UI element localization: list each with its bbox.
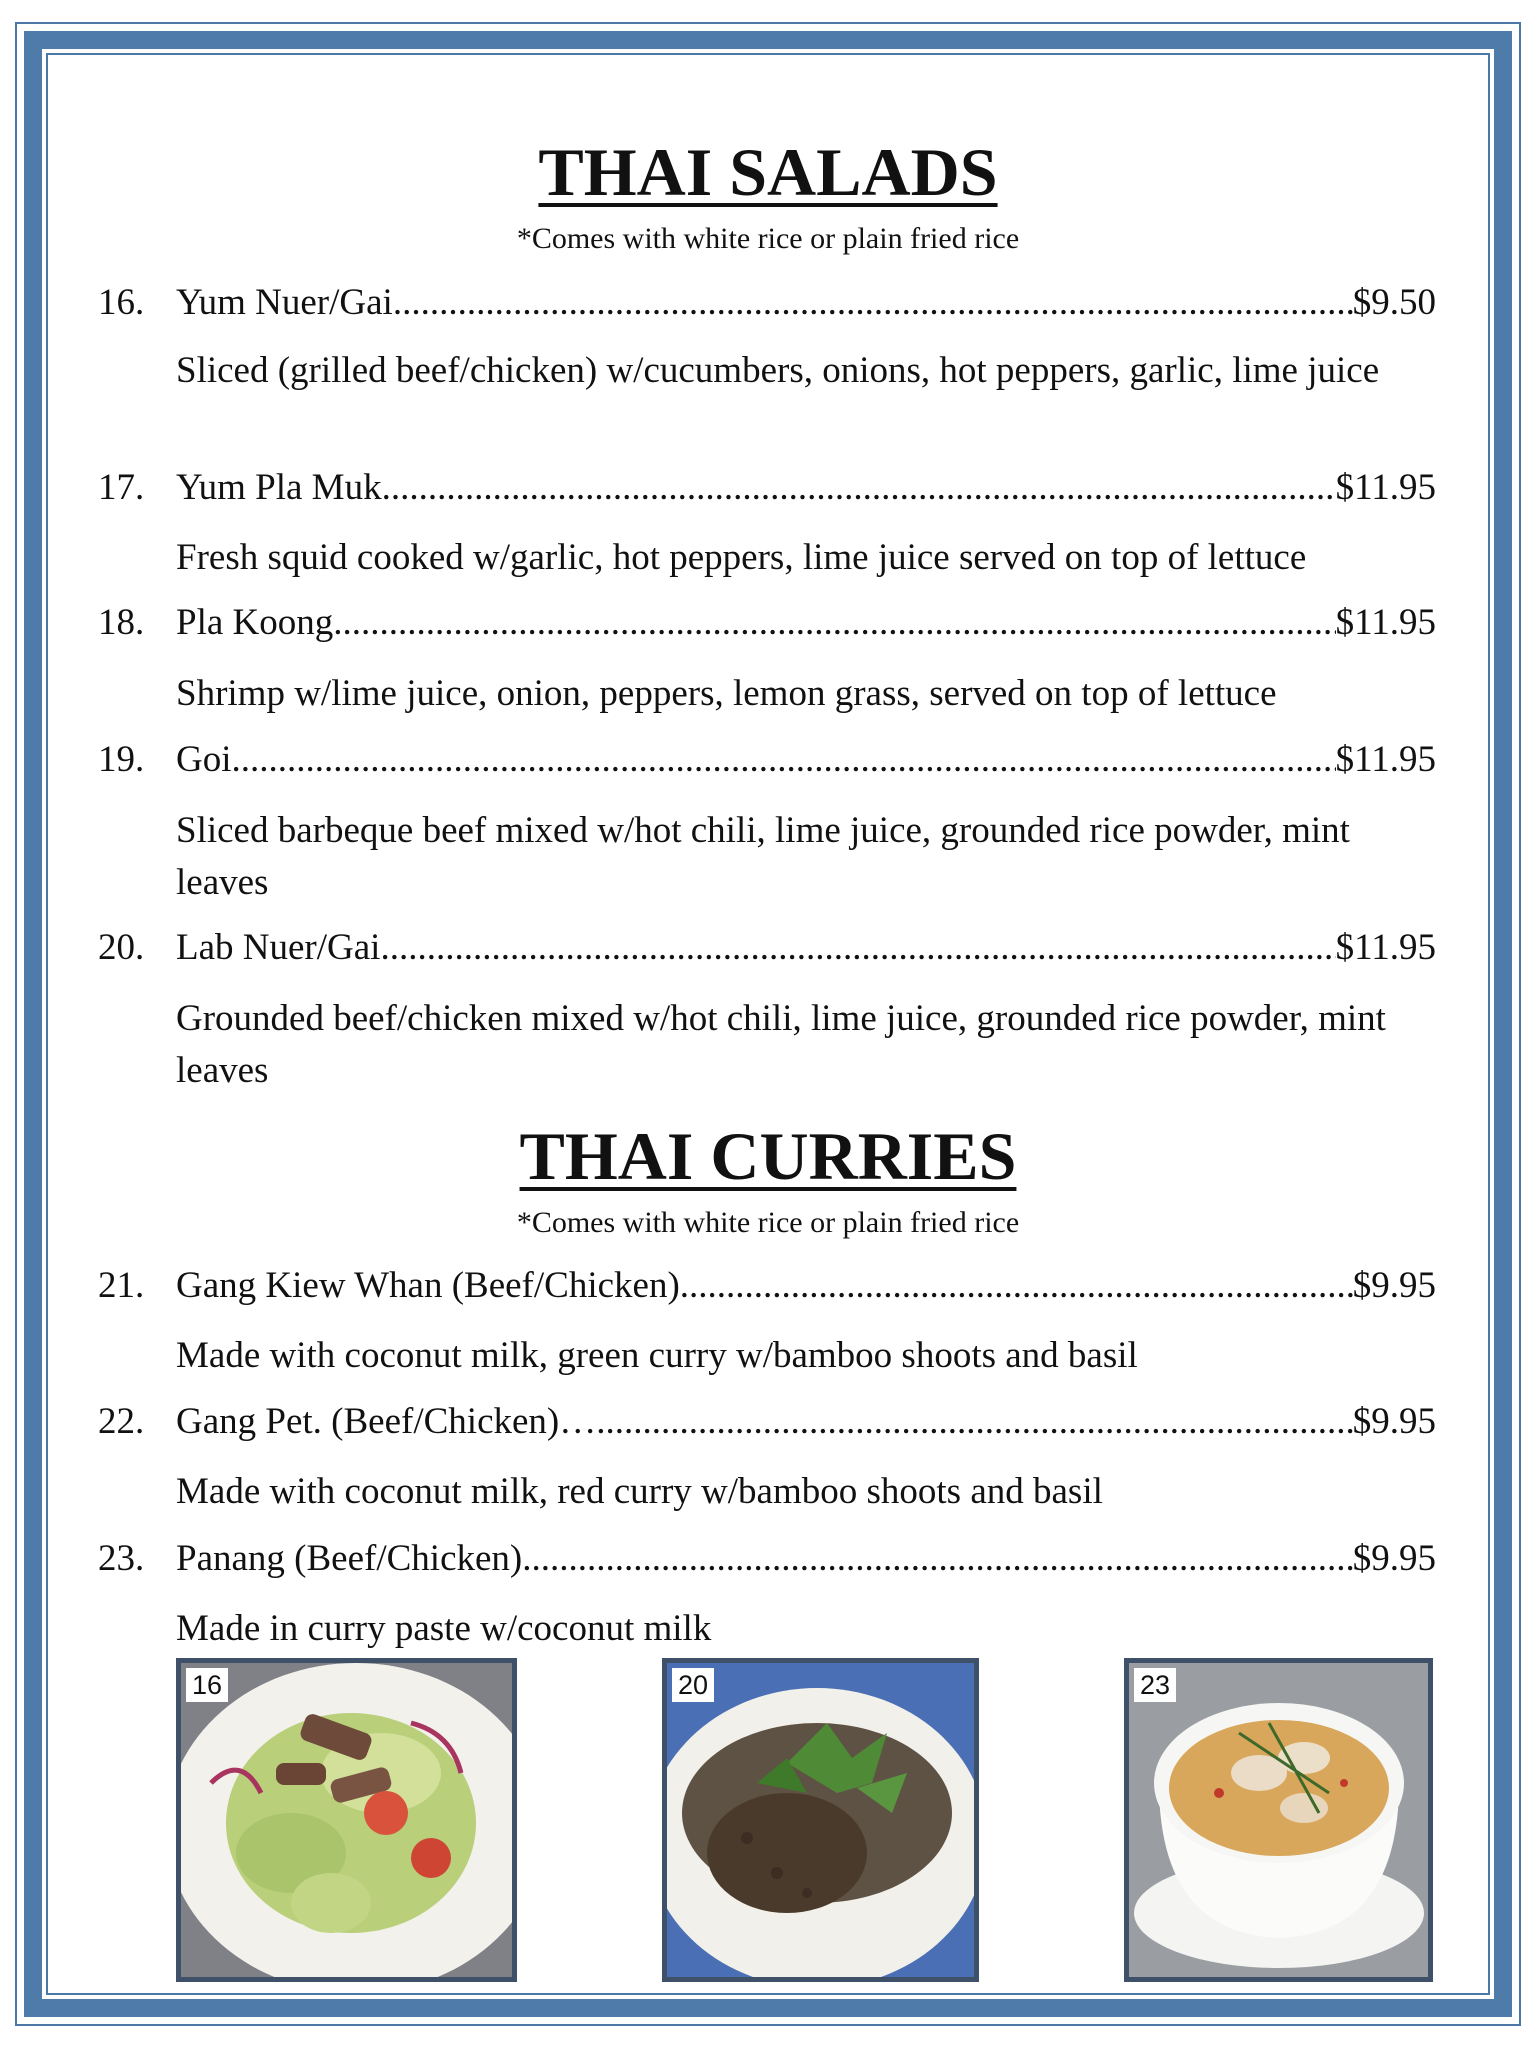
menu-item-21 [98, 1264, 1436, 1308]
item-price: $9.95 [1352, 1265, 1436, 1306]
item-name: Yum Pla Muk [176, 467, 382, 508]
item-number: 22. [98, 1401, 145, 1442]
item-number: 20. [98, 927, 145, 968]
item-number: 23. [98, 1538, 145, 1579]
dot-leader [522, 1537, 1353, 1581]
item-price: $11.95 [1335, 602, 1436, 643]
item-price: $11.95 [1335, 927, 1436, 968]
salads-title: THAI SALADS [538, 134, 998, 210]
dot-leader [333, 601, 1335, 645]
item-name: Pla Koong [176, 602, 334, 643]
item-name: Lab Nuer/Gai [176, 927, 381, 968]
item-name: Panang (Beef/Chicken) [176, 1538, 523, 1579]
salads-note: *Comes with white rice or plain fried rice [516, 222, 1020, 255]
dot-leader [382, 466, 1336, 510]
curry-bowl-illustration [1129, 1663, 1428, 1977]
item-number: 16. [98, 282, 145, 323]
curries-note: *Comes with white rice or plain fried rice [516, 1206, 1020, 1239]
salad-illustration [181, 1663, 512, 1977]
photo-label: 16 [186, 1668, 228, 1702]
item-name: Gang Pet. (Beef/Chicken)… [176, 1401, 597, 1442]
item-description: Made with coconut milk, red curry w/bamboo shoots and basil [176, 1471, 1103, 1512]
item-price: $11.95 [1335, 467, 1436, 508]
menu-item-20 [98, 926, 1436, 970]
item-description: Made with coconut milk, green curry w/bamboo shoots and basil [176, 1335, 1138, 1376]
lab-beef-illustration [667, 1663, 974, 1977]
item-description: Grounded beef/chicken mixed w/hot chili, lime juice, grounded rice powder, mint leaves [176, 998, 1386, 1091]
curry-bowl-photo [1124, 1658, 1433, 1982]
curries-title: THAI CURRIES [519, 1118, 1017, 1194]
dot-leader [380, 926, 1335, 970]
item-number: 17. [98, 467, 145, 508]
dot-leader [232, 738, 1336, 782]
photo-label: 23 [1134, 1668, 1176, 1702]
menu-item-17 [98, 466, 1436, 510]
item-description: Sliced barbeque beef mixed w/hot chili, lime juice, grounded rice powder, mint leaves [176, 810, 1350, 903]
item-description: Made in curry paste w/coconut milk [176, 1608, 712, 1649]
dot-leader [680, 1264, 1353, 1308]
item-name: Gang Kiew Whan (Beef/Chicken) [176, 1265, 680, 1306]
item-number: 19. [98, 739, 145, 780]
menu-item-16 [98, 281, 1436, 325]
photo-label: 20 [672, 1668, 714, 1702]
item-price: $9.50 [1352, 282, 1436, 323]
item-name: Yum Nuer/Gai [176, 282, 393, 323]
salad-photo [176, 1658, 517, 1982]
menu-item-18 [98, 601, 1436, 645]
dot-leader [393, 281, 1353, 325]
item-name: Goi [176, 739, 232, 780]
item-description: Shrimp w/lime juice, onion, peppers, lemon grass, served on top of lettuce [176, 673, 1277, 714]
item-price: $9.95 [1352, 1401, 1436, 1442]
item-description: Sliced (grilled beef/chicken) w/cucumbers, onions, hot peppers, garlic, lime juice [176, 350, 1380, 391]
menu-item-22 [98, 1400, 1436, 1444]
menu-item-23 [98, 1537, 1436, 1581]
dot-leader [596, 1400, 1353, 1444]
menu-item-19 [98, 738, 1436, 782]
item-number: 21. [98, 1265, 145, 1306]
item-price: $11.95 [1335, 739, 1436, 780]
item-description: Fresh squid cooked w/garlic, hot peppers, lime juice served on top of lettuce [176, 537, 1307, 578]
item-number: 18. [98, 602, 145, 643]
item-price: $9.95 [1352, 1538, 1436, 1579]
lab-beef-photo [662, 1658, 979, 1982]
